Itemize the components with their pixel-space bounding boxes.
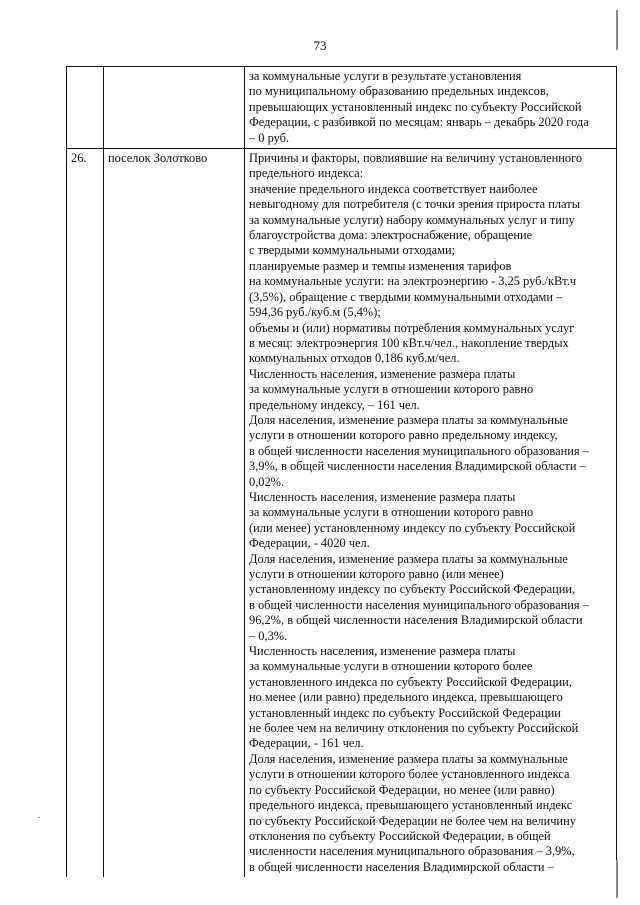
text-line: отклонения по субъекту Российской Федерации, в общей [249,828,551,843]
text-line: Федерации, с разбивкой по месяцам: январь – декабрь 2020 года [249,115,589,130]
text-line: Причины и факторы, повлиявшие на величину установленного [249,151,583,166]
text-line: невыгодному для потребителя (с точки зрения прироста платы [249,197,581,212]
text-line: значение предельного индекса соответствует наиболее [249,181,538,196]
description-cell [245,149,617,878]
text-line: планируемые размер и темпы изменения тарифов [249,258,512,273]
text-line: объемы и (или) нормативы потребления коммунальных услуг [249,320,575,335]
text-line: за коммунальные услуги в отношении которого равно [249,382,534,397]
text-line: по муниципальному образованию предельных индексов, [249,84,549,99]
text-line: Численность населения, изменение размера платы [249,489,516,504]
text-line: в месяц: электроэнергия 100 кВт.ч/чел., накопление твердых [249,335,569,350]
text-line: 0,02%. [249,474,285,489]
scan-margin-mark-top [616,10,618,50]
text-line: на коммунальные услуги: на электроэнергию - 3,25 руб./кВт.ч [249,274,577,289]
text-line: численности населения муниципального образования – 3,9%, [249,844,575,859]
text-line: по субъекту Российской Федерации не более чем на величину [249,813,576,828]
text-line: установленного индекса по субъекту Российской Федерации, [249,674,572,689]
text-line: предельному индексу, – 161 чел. [249,397,420,412]
row-number-cell [67,67,104,149]
page-number: 73 [313,38,327,53]
row-number-cell: 26. [67,149,104,878]
text-line: Доля населения, изменение размера платы за коммунальные [249,551,568,566]
text-line: Численность населения, изменение размера платы [249,644,516,659]
text-line: но менее (или равно) предельного индекса, превышающего [249,690,563,705]
text-line: 594,36 руб./куб.м (5,4%); [249,305,381,320]
municipality-name-cell [104,67,245,149]
text-line: за коммунальные услуги) набору коммунальных услуг и типу [249,212,575,227]
text-line: установленный индекс по субъекту Российской Федерации [249,705,561,720]
text-line: (или менее) установленному индексу по субъекту Российской [249,520,576,535]
text-line: услуги в отношении которого равно (или менее) [249,567,504,581]
text-line: – 0 руб. [249,130,290,145]
text-line: за коммунальные услуги в отношении которого более [249,659,533,674]
text-line: Численность населения, изменение размера платы [249,366,516,381]
text-line: в общей численности населения муниципального образования – [249,443,589,458]
table-row [67,67,617,149]
text-line: предельного индекса: [249,166,364,181]
text-line: коммунальных отходов 0,186 куб.м/чел. [249,351,460,366]
text-line: услуги в отношении которого равно предельному индексу, [249,428,558,443]
text-line: предельного индекса, превышающего установленный индекс [249,798,573,813]
text-line: Федерации, - 161 чел. [249,736,364,751]
text-line: Доля населения, изменение размера платы за коммунальные [249,412,568,427]
document-table [66,66,617,877]
text-line: не более чем на величину отклонения по субъекту Российской [249,721,579,736]
text-line: услуги в отношении которого более установленного индекса [249,767,570,782]
text-line: в общей численности населения муниципального образования – [249,597,589,612]
text-line: (3,5%), обращение с твердыми коммунальными отходами – [249,289,563,304]
text-line: в общей численности населения Владимирской области – [249,859,554,874]
scan-margin-mark-bottom [616,860,618,898]
text-line: за коммунальные услуги в отношении которого равно [249,505,534,520]
text-line: по субъекту Российской Федерации, но менее (или равно) [249,782,555,797]
municipality-name-cell: поселок Золотково [104,149,245,878]
text-line: с твердыми коммунальными отходами; [249,243,456,258]
text-line: превышающих установленный индекс по субъекту Российской [249,99,582,114]
text-line: благоустройства дома: электроснабжение, обращение [249,228,533,243]
text-line: 3,9%, в общей численности населения Владимирской области – [249,459,586,474]
description-cell [245,67,617,149]
table-row [67,149,617,878]
text-line: 96,2%, в общей численности населения Владимирской области [249,613,583,628]
text-line: Федерации, - 4020 чел. [249,536,370,551]
scan-artifact: · [37,812,41,824]
text-line: – 0,3%. [249,628,288,643]
text-line: установленному индексу по субъекту Российской Федерации, [249,582,576,597]
text-line: за коммунальные услуги в результате установления [249,69,522,83]
text-line: Доля населения, изменение размера платы за коммунальные [249,751,568,766]
